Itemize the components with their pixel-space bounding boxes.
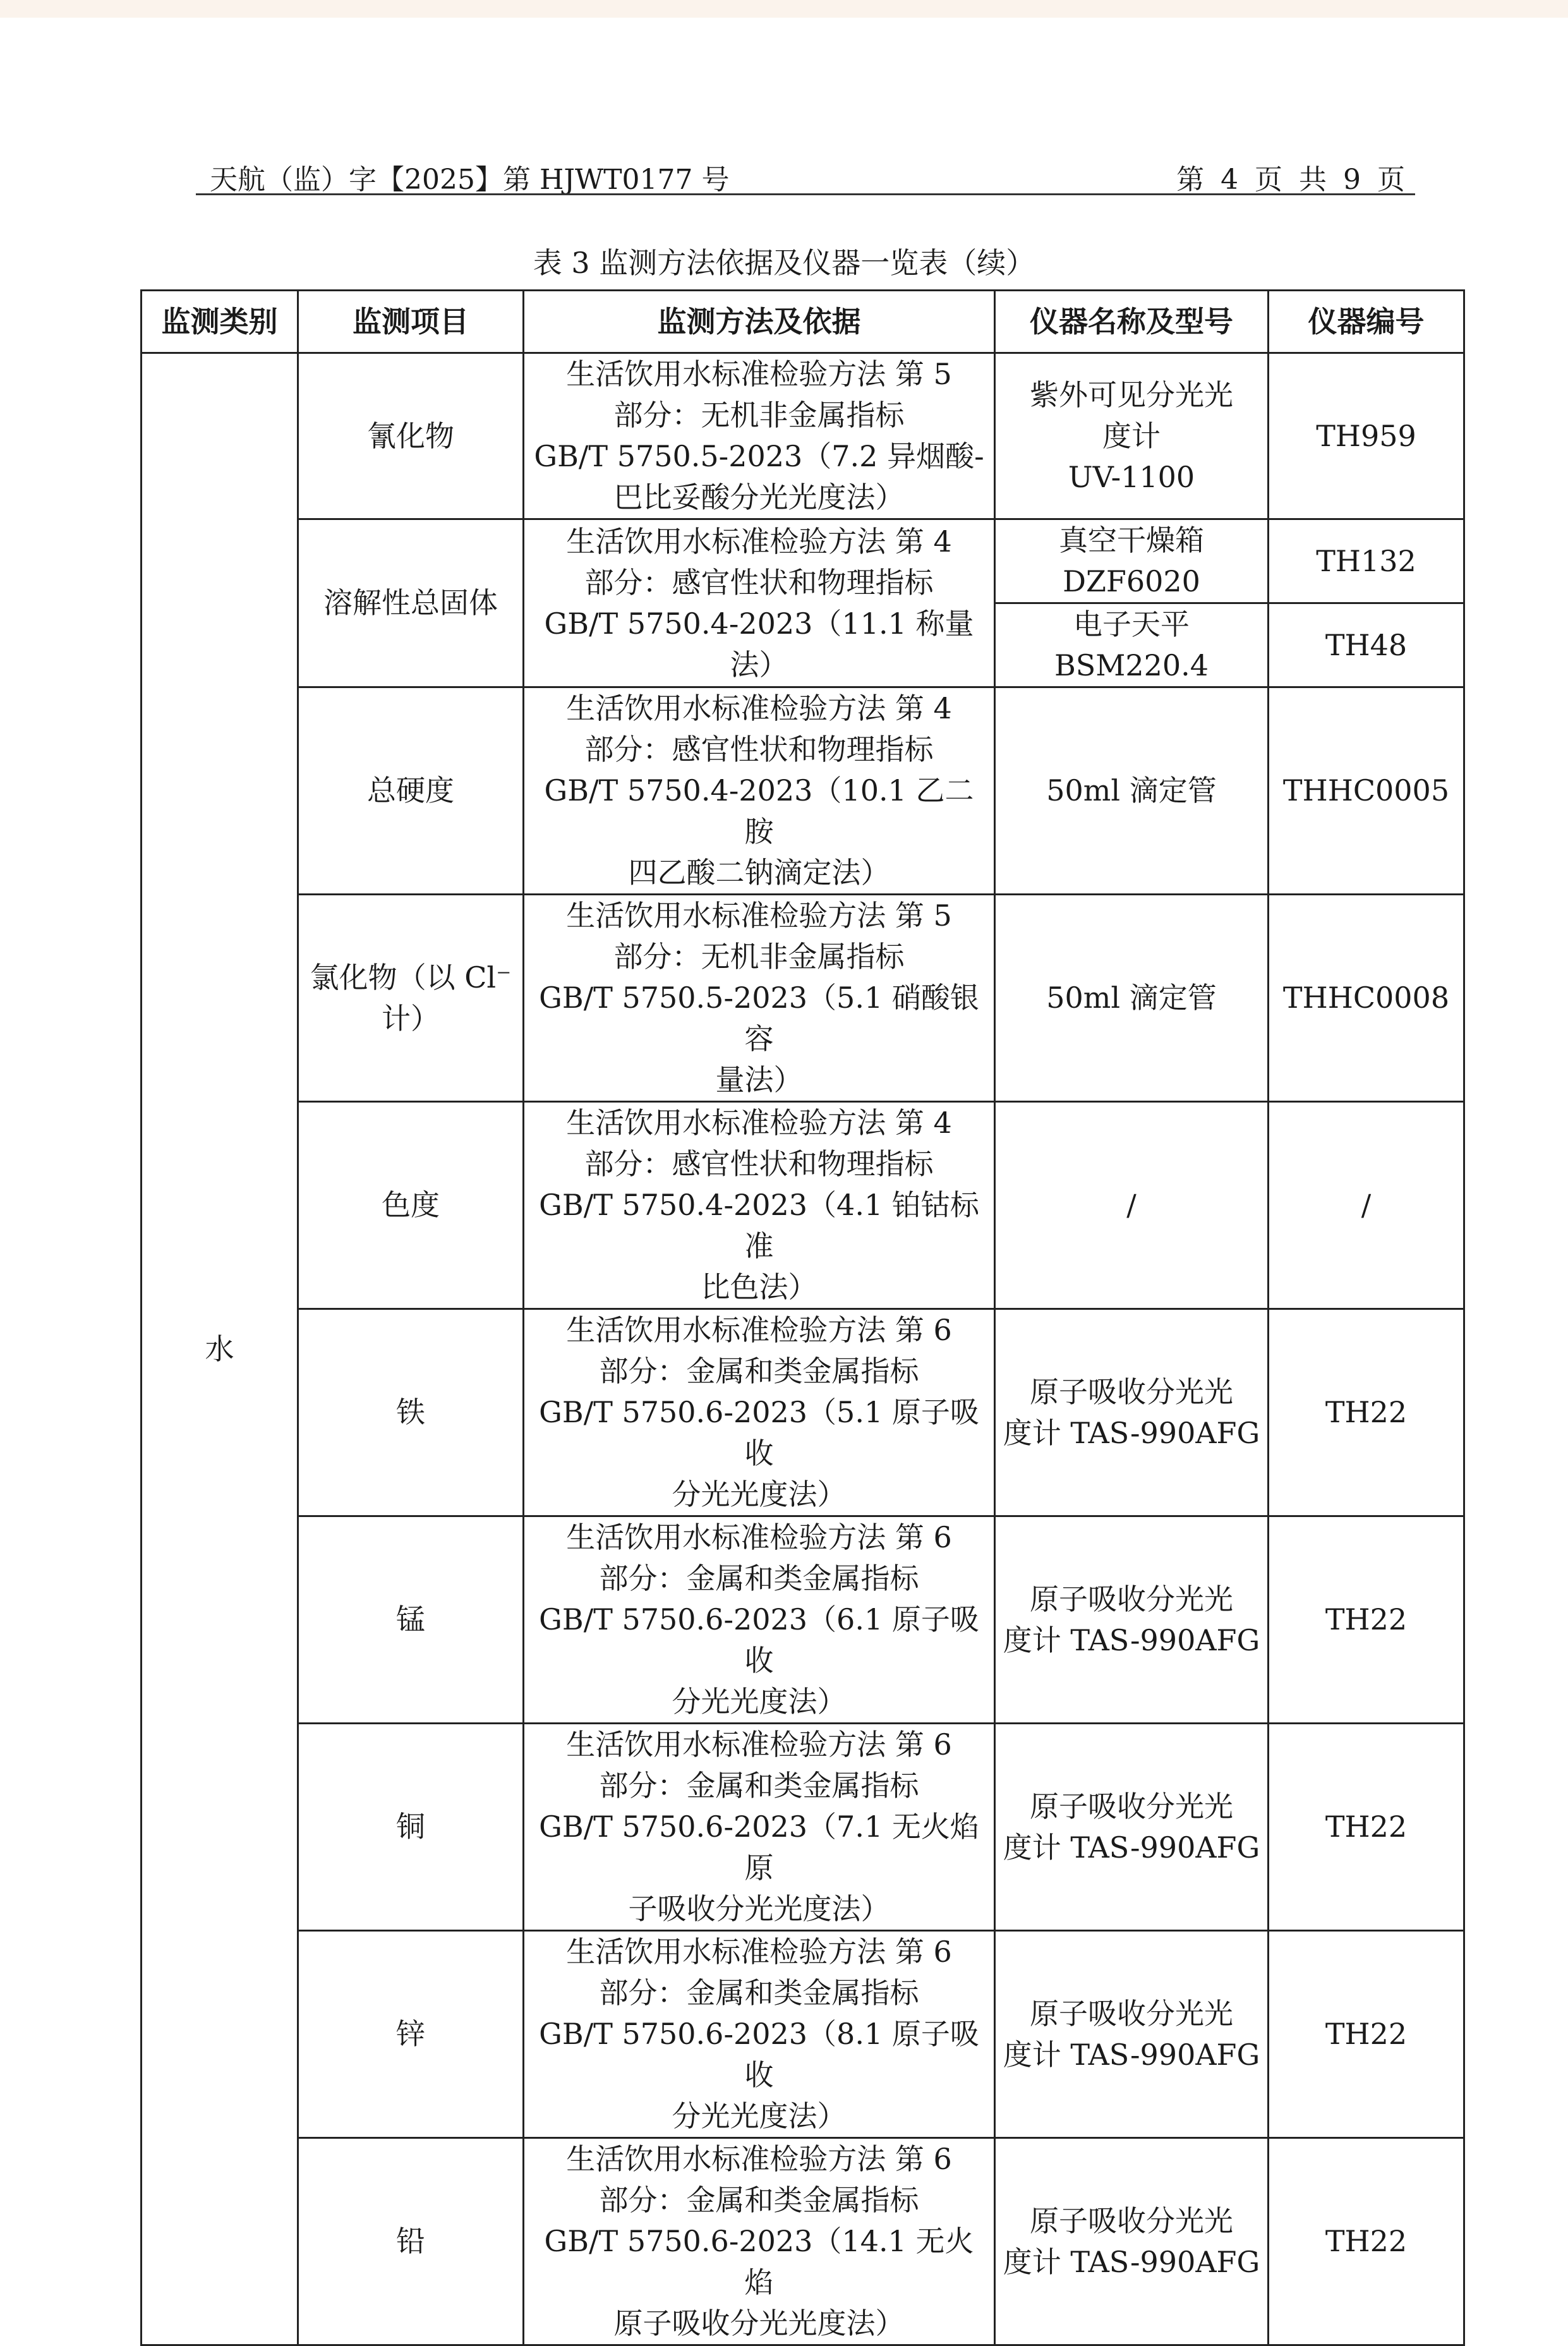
method-line: 比色法） — [701, 1270, 817, 1304]
method-cell — [524, 1516, 995, 1724]
item-cell: 色度 — [298, 1102, 524, 1309]
table-row — [142, 353, 1464, 519]
method-line: 原子吸收分光光度法） — [613, 2306, 905, 2340]
method-line: GB/T 5750.6-2023（6.1 原子吸收 — [539, 1602, 979, 1678]
instrument-id-cell: TH22 — [1269, 1931, 1464, 2138]
monitoring-methods-table — [140, 289, 1465, 2346]
method-line: GB/T 5750.5-2023（7.2 异烟酸- — [534, 439, 984, 473]
method-line: 量法） — [715, 1063, 803, 1097]
header-divider — [196, 193, 1415, 195]
item-cell: 氯化物（以 Cl⁻计） — [298, 895, 524, 1102]
instrument-line: / — [1126, 1188, 1137, 1222]
method-cell — [524, 1309, 995, 1516]
item-cell: 溶解性总固体 — [298, 519, 524, 687]
table-caption: 表 3 监测方法依据及仪器一览表（续） — [533, 246, 1035, 280]
instrument-line: 原子吸收分光光 — [1030, 2203, 1233, 2238]
method-line: 部分：金属和类金属指标 — [599, 2183, 919, 2217]
instrument-cell — [995, 519, 1269, 603]
method-cell — [524, 1931, 995, 2138]
column-header: 仪器名称及型号 — [995, 291, 1269, 353]
instrument-id-cell: TH22 — [1269, 1724, 1464, 1931]
table-header-row — [142, 291, 1464, 353]
method-line: 生活饮用水标准检验方法 第 6 — [566, 2142, 952, 2176]
table-row — [142, 1516, 1464, 1724]
instrument-cell — [995, 1516, 1269, 1724]
method-line: GB/T 5750.6-2023（5.1 原子吸收 — [539, 1395, 979, 1470]
page-top-edge — [0, 0, 1568, 18]
method-line: GB/T 5750.6-2023（8.1 原子吸收 — [539, 2017, 979, 2092]
method-line: 生活饮用水标准检验方法 第 5 — [566, 898, 952, 933]
instrument-id-cell: TH22 — [1269, 1309, 1464, 1516]
instrument-line: 度计 TAS-990AFG — [1003, 1415, 1260, 1450]
column-header: 仪器编号 — [1269, 291, 1464, 353]
instrument-line: 电子天平 — [1073, 607, 1190, 641]
instrument-cell — [995, 603, 1269, 687]
method-line: 分光光度法） — [672, 1684, 847, 1719]
method-line: 生活饮用水标准检验方法 第 6 — [566, 1313, 952, 1347]
item-cell: 总硬度 — [298, 687, 524, 895]
instrument-line: 紫外可见分光光 — [1030, 377, 1233, 412]
instrument-line: 50ml 滴定管 — [1046, 981, 1217, 1015]
instrument-line: 度计 TAS-990AFG — [1003, 2037, 1260, 2072]
method-line: GB/T 5750.4-2023（10.1 乙二胺 — [544, 773, 974, 849]
table-row — [142, 1102, 1464, 1309]
method-cell — [524, 1724, 995, 1931]
page-header — [196, 157, 1415, 195]
page-number: 第 4 页 共 9 页 — [1176, 164, 1409, 196]
document-number: 天航（监）字【2025】第 HJWT0177 号 — [210, 164, 730, 196]
instrument-cell — [995, 353, 1269, 519]
method-cell — [524, 519, 995, 687]
method-line: GB/T 5750.4-2023（11.1 称量法） — [544, 606, 974, 682]
table-row — [142, 687, 1464, 895]
method-line: 部分：感官性状和物理指标 — [584, 1147, 934, 1181]
instrument-line: 度计 TAS-990AFG — [1003, 1623, 1260, 1657]
instrument-cell — [995, 1931, 1269, 2138]
item-cell: 铅 — [298, 2138, 524, 2345]
instrument-cell — [995, 1724, 1269, 1931]
method-line: 子吸收分光光度法） — [628, 1892, 890, 1926]
method-line: 部分：金属和类金属指标 — [599, 1769, 919, 1803]
method-line: 部分：感官性状和物理指标 — [584, 732, 934, 766]
table-row — [142, 1309, 1464, 1516]
item-cell: 氰化物 — [298, 353, 524, 519]
method-line: GB/T 5750.5-2023（5.1 硝酸银容 — [539, 981, 979, 1056]
instrument-line: 原子吸收分光光 — [1030, 1581, 1233, 1616]
category-cell: 水 — [142, 353, 298, 2345]
method-line: 部分：感官性状和物理指标 — [584, 565, 934, 600]
table-row — [142, 1724, 1464, 1931]
table-row — [142, 1931, 1464, 2138]
method-line: 四乙酸二钠滴定法） — [628, 856, 890, 890]
table-row — [142, 519, 1464, 603]
item-cell: 锰 — [298, 1516, 524, 1724]
instrument-line: DZF6020 — [1063, 564, 1200, 598]
instrument-id-cell: TH22 — [1269, 2138, 1464, 2345]
instrument-id-cell: TH132 — [1269, 519, 1464, 603]
instrument-line: 度计 TAS-990AFG — [1003, 1830, 1260, 1865]
method-line: 分光光度法） — [672, 2099, 847, 2133]
method-cell — [524, 687, 995, 895]
instrument-line: 度计 — [1102, 418, 1161, 453]
instrument-line: 原子吸收分光光 — [1030, 1996, 1233, 2031]
instrument-line: 真空干燥箱 — [1059, 523, 1204, 557]
instrument-line: 度计 TAS-990AFG — [1003, 2244, 1260, 2279]
method-line: 生活饮用水标准检验方法 第 4 — [566, 1106, 952, 1140]
instrument-id-cell: TH48 — [1269, 603, 1464, 687]
instrument-line: 原子吸收分光光 — [1030, 1789, 1233, 1823]
column-header: 监测项目 — [298, 291, 524, 353]
instrument-cell — [995, 1102, 1269, 1309]
item-cell: 铜 — [298, 1724, 524, 1931]
table-row — [142, 2138, 1464, 2345]
method-line: 分光光度法） — [672, 1477, 847, 1511]
instrument-line: BSM220.4 — [1054, 648, 1209, 682]
instrument-cell — [995, 2138, 1269, 2345]
item-cell: 锌 — [298, 1931, 524, 2138]
table-body — [142, 353, 1464, 2345]
method-line: 部分：无机非金属指标 — [613, 940, 905, 974]
method-line: GB/T 5750.6-2023（7.1 无火焰原 — [539, 1810, 979, 1885]
column-header: 监测类别 — [142, 291, 298, 353]
method-line: 部分：金属和类金属指标 — [599, 1561, 919, 1595]
instrument-id-cell: THHC0005 — [1269, 687, 1464, 895]
instrument-line: 原子吸收分光光 — [1030, 1374, 1233, 1409]
method-cell — [524, 1102, 995, 1309]
method-line: 部分：金属和类金属指标 — [599, 1354, 919, 1388]
method-line: 生活饮用水标准检验方法 第 6 — [566, 1520, 952, 1554]
instrument-cell — [995, 1309, 1269, 1516]
method-line: 部分：无机非金属指标 — [613, 398, 905, 432]
method-cell — [524, 2138, 995, 2345]
instrument-id-cell: TH959 — [1269, 353, 1464, 519]
instrument-id-cell: / — [1269, 1102, 1464, 1309]
method-line: 生活饮用水标准检验方法 第 6 — [566, 1727, 952, 1762]
method-cell — [524, 353, 995, 519]
method-line: 生活饮用水标准检验方法 第 4 — [566, 691, 952, 725]
method-line: 部分：金属和类金属指标 — [599, 1976, 919, 2010]
instrument-line: 50ml 滴定管 — [1046, 773, 1217, 807]
method-line: 巴比妥酸分光光度法） — [613, 480, 905, 514]
method-line: 生活饮用水标准检验方法 第 6 — [566, 1935, 952, 1969]
column-header: 监测方法及依据 — [524, 291, 995, 353]
instrument-id-cell: THHC0008 — [1269, 895, 1464, 1102]
method-cell — [524, 895, 995, 1102]
instrument-line: UV-1100 — [1068, 459, 1195, 494]
table-row — [142, 895, 1464, 1102]
instrument-cell — [995, 687, 1269, 895]
item-cell: 铁 — [298, 1309, 524, 1516]
method-line: 生活饮用水标准检验方法 第 5 — [566, 357, 952, 391]
instrument-cell — [995, 895, 1269, 1102]
method-line: 生活饮用水标准检验方法 第 4 — [566, 524, 952, 559]
method-line: GB/T 5750.6-2023（14.1 无火焰 — [544, 2224, 974, 2299]
instrument-id-cell: TH22 — [1269, 1516, 1464, 1724]
method-line: GB/T 5750.4-2023（4.1 铂钴标准 — [539, 1188, 979, 1263]
